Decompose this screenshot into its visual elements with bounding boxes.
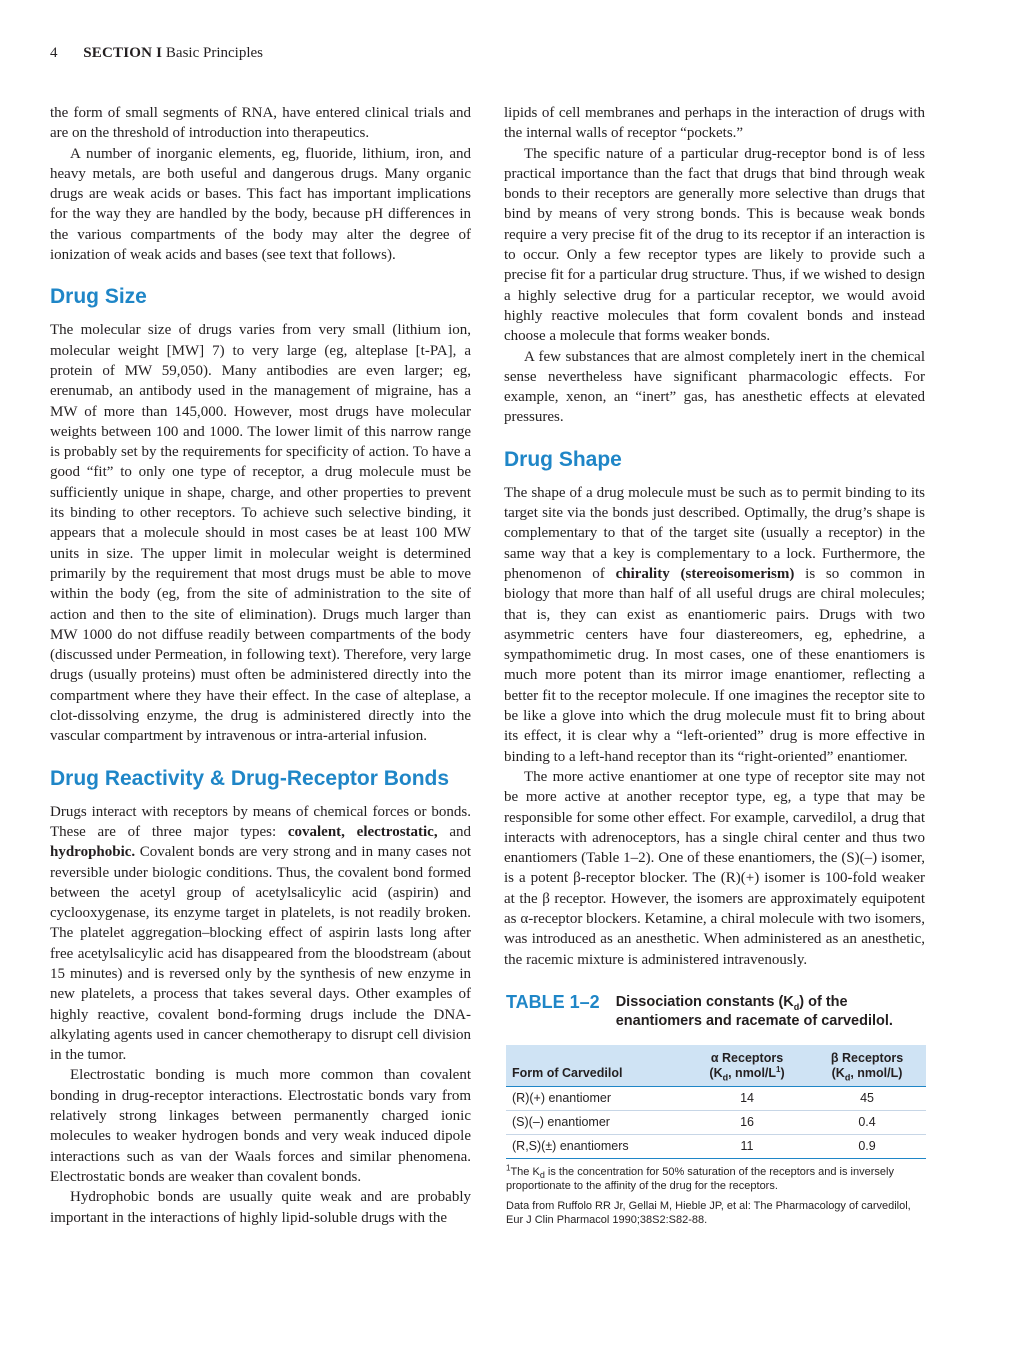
superscript: 1	[506, 1163, 511, 1173]
paragraph: Hydrophobic bonds are usually quite weak and are probably important in the interactions of highly lipid-soluble drugs with the	[50, 1189, 471, 1226]
text-run: is the concentration for 50% saturation of the receptors and is inversely proportionate to the affinity of the drug for the receptors.	[506, 1165, 894, 1192]
table-cell: 0.9	[808, 1134, 926, 1158]
heading-drug-shape: Drug Shape	[504, 447, 622, 471]
bold-term: covalent, electrostatic,	[287, 823, 438, 840]
section-label: SECTION I	[83, 45, 163, 61]
table-cell: 16	[686, 1110, 808, 1134]
table-title	[506, 993, 925, 1031]
text-run: β Receptors	[830, 1050, 904, 1065]
table-source: Data from Ruffolo RR Jr, Gellai M, Hieble JP, et al: The Pharmacology of carvedilol, Eur J Clin Pharmacol 1990;38S2:S82-88.	[506, 1199, 911, 1226]
superscript: 1	[776, 1064, 781, 1074]
section-title: Basic Principles	[165, 45, 263, 61]
paragraph: Electrostatic bonding is much more common than covalent bonding in drug-receptor interactions. Electrostatic bonds vary from relatively strong linkages between permanently charged ionic molecules to weaker hydrogen bonds and very weak induced dipole interactions such as van der Waals forces and similar phenomena. Electrostatic bonds are weaker than covalent bonds.	[50, 1067, 471, 1185]
bold-term: hydrophobic.	[50, 844, 136, 861]
bold-term: chirality (stereoisomerism)	[615, 565, 795, 582]
text-run: The K	[510, 1165, 540, 1178]
table-cell: (S)(–) enantiomer	[506, 1110, 686, 1134]
text-run: Covalent bonds are very strong and in many cases not reversible under biologic conditions. Thus, the covalent bond formed between the acetyl group of acetylsalicylic acid (aspirin) and cyclooxygenase, its enzyme target in platelets, is not readily broken. The platelet aggregation–blocking effect of aspirin lasts long after free acetylsalicylic acid has disappeared from the bloodstream (about 15 minutes) and is reversed only by the synthesis of new enzyme in new platelets, a process that takes several days. Other examples of highly reactive, covalent bond-forming drugs include the DNA-alkylating agents used in cancer chemotherapy to disrupt cell division in the tumor.	[50, 844, 471, 1064]
subscript: d	[539, 1170, 545, 1181]
paragraph: A number of inorganic elements, eg, fluoride, lithium, iron, and heavy metals, are both useful and dangerous drugs. Many organic drugs are weak acids or bases. This fact has important implications for the way they are handled by the body, because pH differences in the various compartments of the body may alter the degree of ionization of weak acids and bases (see text that follows).	[50, 145, 471, 264]
text-run: )	[780, 1065, 785, 1080]
table-row	[506, 1110, 926, 1134]
column-header: Form of Carvedilol	[506, 1045, 686, 1087]
paragraph: the form of small segments of RNA, have entered clinical trials and are on the threshold of introduction into therapeutics.	[50, 105, 471, 142]
paragraph: The more active enantiomer at one type of receptor site may not be more active at another receptor type, eg, a type that may be responsible for some other effect. For example, carvedilol, a drug that interacts with adrenoceptors, has a single chiral center and thus two enantiomers (Table 1–2). One of these enantiomers, the (S)(–) isomer, is a potent β-receptor blocker. The (R)(+) isomer is 100-fold weaker at the β receptor. However, the isomers are approximately equipotent as α-receptor blockers. Ketamine, a chiral molecule with two isomers, was introduced as an anesthetic. When administered as an anesthetic, the racemic mixture is administered intravenously.	[504, 768, 925, 968]
table-cell: 45	[808, 1086, 926, 1110]
text-run: Dissociation constants (K	[615, 993, 794, 1010]
text-run: (K	[831, 1065, 845, 1080]
subscript: d	[844, 1072, 851, 1083]
text-run: Drugs interact with receptors by means of chemical forces or bonds. These are of three major types:	[50, 803, 471, 840]
right-column	[504, 103, 925, 1227]
table-footnote	[506, 1165, 925, 1193]
paragraph	[50, 802, 471, 1066]
table-1-2	[504, 993, 925, 1227]
table-row	[506, 1134, 926, 1158]
running-head	[50, 45, 263, 62]
table-cell: 11	[686, 1134, 808, 1158]
text-run: , nmol/L)	[850, 1065, 903, 1080]
table-row	[506, 1086, 926, 1110]
left-column	[50, 103, 471, 1228]
table-cell: (R,S)(±) enantiomers	[506, 1134, 686, 1158]
paragraph	[504, 483, 925, 767]
text-run: and	[437, 823, 471, 840]
column-header	[686, 1045, 808, 1087]
heading-drug-reactivity: Drug Reactivity & Drug-Receptor Bonds	[50, 766, 450, 790]
paragraph: The specific nature of a particular drug-receptor bond is of less practical importance than the fact that drugs that bind through weak bonds to their receptors are generally more selective than drugs that bind by means of very strong bonds. This is because weak bonds require a very precise fit of the drug to its receptor if an interaction is to occur. Only a few receptor types are likely to provide such a precise fit for a particular drug structure. Thus, if we wished to design a highly selective drug for a particular receptor, we would avoid highly reactive molecules that form covalent bonds and instead choose a molecule that forms weaker bonds.	[504, 145, 925, 345]
text-run: ) of the enantiomers and racemate of carvedilol.	[615, 993, 893, 1029]
text-run: is so common in biology that more than half of all useful drugs are chiral molecules; that is, they can exist as enantiomeric pairs. Drugs with two asymmetric centers have four diastereomers, eg, ephedrine, a sympathomimetic drug. In most cases, one of these enantiomers is much more potent than its mirror image enantiomer, reflecting a better fit to the receptor molecule. If one imagines the receptor site to be like a glove into which the drug molecule must fit to bring about its effect, it is clear why a “left-oriented” drug is more effective in binding to a left-hand receptor than its “right-oriented” enantiomer.	[504, 565, 926, 765]
paragraph: The molecular size of drugs varies from very small (lithium ion, molecular weight [MW] 7) to very large (eg, alteplase [t-PA], a protein of MW 59,050). Many antibodies are even larger; eg, erenumab, an antibody used in the management of migraine, has a MW of more than 145,000. However, most drugs have molecular weights between 100 and 1000. The lower limit of this narrow range is probably set by the requirements for specificity of action. To have a good “fit” to only one type of receptor, a drug molecule must be sufficiently unique in shape, charge, and other properties to prevent its binding to other receptors. To achieve such selective binding, it appears that a molecule should in most cases be at least 100 MW units in size. The upper limit in molecular weight is determined primarily by the requirement that most drugs must be able to move within the body (eg, from the site of administration to the site of action and then to the site of elimination). Drugs much larger than MW 1000 do not diffuse readily between compartments of the body (discussed under Permeation, in following text). Therefore, very large drugs (usually proteins) must often be administered directly into the compartment where they have their effect. In the case of alteplase, a clot-dissolving enzyme, the drug is administered directly into the vascular compartment by intravenous or intra-arterial infusion.	[50, 322, 471, 745]
text-run: The shape of a drug molecule must be such as to permit binding to its target site via the bonds just described. Optimally, the drug’s shape is complementary to that of the target site (usually a receptor) in the same way that a key is complementary to a lock. Furthermore, the phenomenon of	[504, 484, 925, 582]
paragraph: A few substances that are almost completely inert in the chemical sense nevertheless have significant pharmacologic effects. For example, xenon, an “inert” gas, has anesthetic effects at elevated pressures.	[504, 348, 925, 426]
text-run: (K	[709, 1065, 723, 1080]
table-caption	[616, 993, 925, 1031]
text-run: α Receptors	[710, 1050, 784, 1065]
table-cell: 0.4	[808, 1110, 926, 1134]
table-header-row	[506, 1045, 926, 1087]
subscript: d	[722, 1072, 729, 1083]
table-cell: (R)(+) enantiomer	[506, 1086, 686, 1110]
column-header	[808, 1045, 926, 1087]
subscript: d	[793, 1001, 800, 1012]
table-label: TABLE 1–2	[506, 991, 600, 1012]
text-run: , nmol/L	[728, 1065, 777, 1080]
table-cell: 14	[686, 1086, 808, 1110]
heading-drug-size: Drug Size	[50, 285, 147, 309]
paragraph: lipids of cell membranes and perhaps in the interaction of drugs with the internal walls of receptor “pockets.”	[504, 105, 925, 142]
data-table	[506, 1045, 926, 1159]
page-number: 4	[50, 45, 58, 61]
